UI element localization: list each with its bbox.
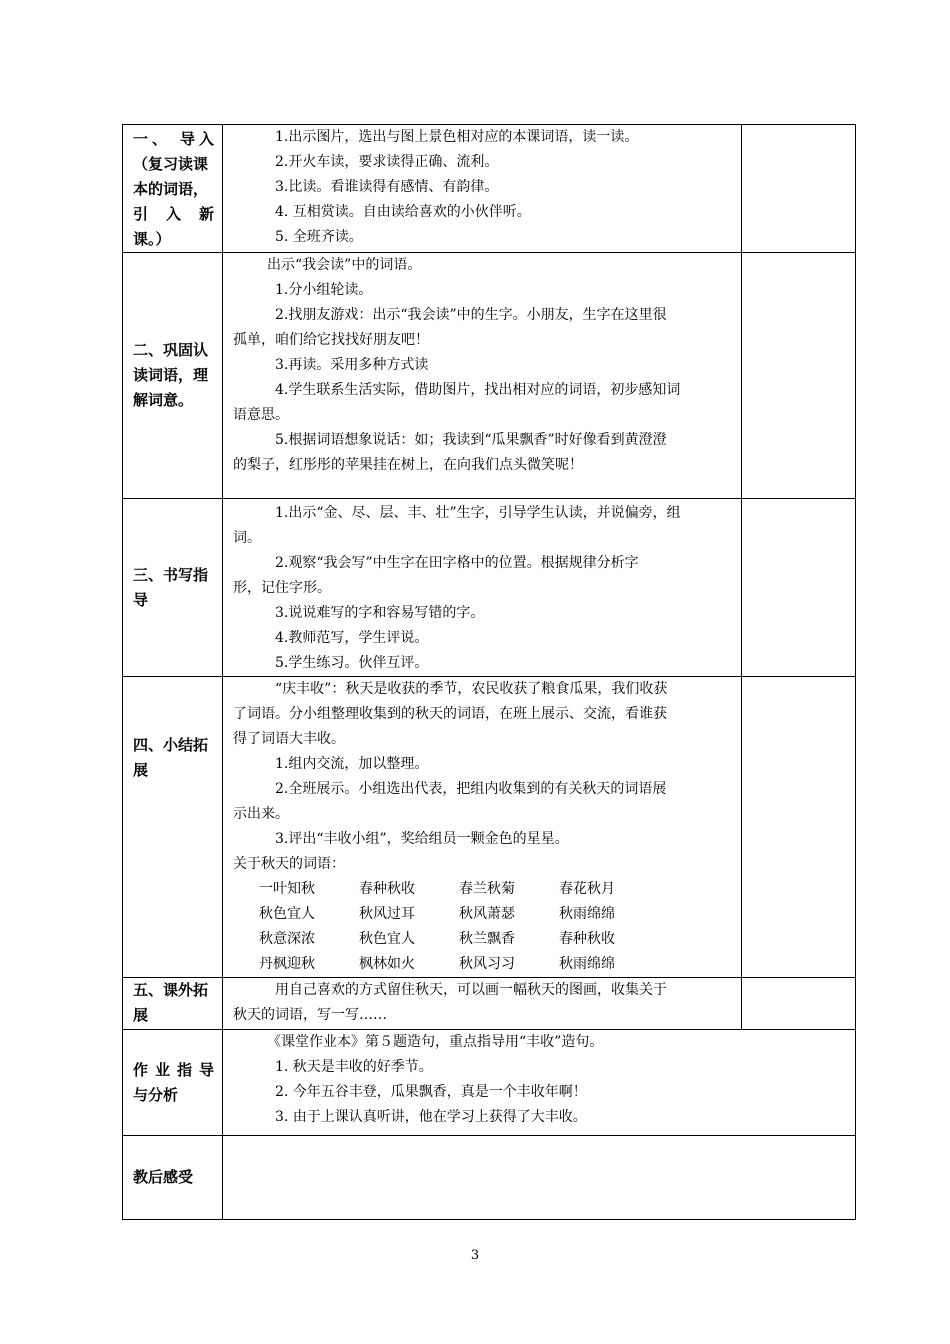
word-item: 秋风萧瑟: [459, 906, 515, 922]
section-row-summary: [123, 677, 856, 978]
section-content: [223, 125, 742, 253]
label-line: 课。）: [133, 230, 171, 248]
content-line: 2.开火车读，要求读得正确、流利。: [275, 154, 499, 170]
section-row-writing: [123, 499, 856, 677]
word-item: 秋风习习: [459, 956, 515, 972]
content-line: 用自己喜欢的方式留住秋天，可以画一幅秋天的图画，收集关于: [275, 982, 667, 998]
word-item: 秋色宜人: [259, 906, 315, 922]
lesson-plan-table: [122, 124, 856, 1220]
content-line: 4. 互相赏读。自由读给喜欢的小伙伴听。: [275, 204, 531, 220]
reflection-content[interactable]: [223, 1136, 856, 1220]
label-line: 作 业 指 导: [133, 1060, 214, 1079]
content-line: 的梨子，红彤彤的苹果挂在树上，在向我们点头微笑呢！: [233, 457, 583, 473]
content-line: 示出来。: [233, 806, 289, 822]
autumn-words-grid: [233, 877, 733, 977]
section-content: [223, 253, 742, 499]
content-line: 得了词语大丰收。: [233, 731, 345, 747]
content-line: 了词语。分小组整理收集到的秋天的词语，在班上展示、交流，看谁获: [233, 706, 667, 722]
content-line: 出示“我会读”中的词语。: [267, 257, 422, 273]
content-line: 4.教师范写，学生评说。: [275, 630, 429, 646]
word-item: 春花秋月: [559, 881, 615, 897]
word-item: 丹枫迎秋: [259, 956, 315, 972]
content-line: 语意思。: [233, 407, 289, 423]
content-line: 3.说说难写的字和容易写错的字。: [275, 605, 485, 621]
content-line: 1.分小组轮读。: [275, 282, 373, 298]
label-line: 三、书写指: [133, 565, 209, 584]
content-line: “庆丰收”：秋天是收获的季节，农民收获了粮食瓜果，我们收获: [275, 681, 668, 697]
label-line: 读词语，理: [133, 366, 209, 384]
content-line: 形，记住字形。: [233, 580, 331, 596]
content-line: 5.学生练习。伙伴互评。: [275, 655, 429, 671]
content-line: 秋天的词语，写一写……: [233, 1007, 387, 1023]
section-label: [123, 978, 223, 1030]
content-line: 3.比读。看谁读得有感情、有韵律。: [275, 179, 499, 195]
label-line: 与分析: [133, 1085, 179, 1104]
label-line: 一、 导入: [133, 130, 214, 148]
section-content: [223, 1030, 856, 1136]
label-line: 本的词语，: [133, 180, 209, 198]
word-item: 秋兰飘香: [459, 931, 515, 947]
label-line: （复习读课: [133, 155, 209, 173]
section-content: [223, 677, 742, 978]
word-item: 秋雨绵绵: [559, 906, 615, 922]
notes-cell: [742, 499, 856, 677]
word-item: 一叶知秋: [259, 881, 315, 897]
section-row-intro: [123, 125, 856, 253]
content-line: 4.学生联系生活实际，借助图片，找出相对应的词语，初步感知词: [275, 382, 681, 398]
section-row-homework: [123, 1030, 856, 1136]
label-line: 展: [133, 1006, 149, 1024]
notes-cell: [742, 978, 856, 1030]
content-line: 2. 今年五谷丰登，瓜果飘香，真是一个丰收年啊！: [275, 1084, 587, 1100]
notes-cell: [742, 253, 856, 499]
word-item: 秋色宜人: [359, 931, 415, 947]
content-line: 2.找朋友游戏：出示“我会读”中的生字。小朋友，生字在这里很: [275, 307, 667, 323]
word-item: 秋雨绵绵: [559, 956, 615, 972]
page-number: 3: [470, 1248, 480, 1263]
section-label: [123, 1030, 223, 1136]
content-line: 词。: [233, 530, 261, 546]
notes-cell: [742, 677, 856, 978]
content-line: 1. 秋天是丰收的好季节。: [275, 1059, 433, 1075]
section-label: [123, 125, 223, 253]
content-line: 关于秋天的词语：: [233, 856, 345, 872]
content-line: 3. 由于上课认真听讲，他在学习上获得了大丰收。: [275, 1109, 587, 1125]
word-item: 春种秋收: [359, 881, 415, 897]
content-line: 《课堂作业本》第５题造句，重点指导用“丰收”造句。: [267, 1034, 604, 1050]
section-content: [223, 978, 742, 1030]
section-content: [223, 499, 742, 677]
label-line: 展: [133, 761, 149, 779]
content-line: 1.出示图片，选出与图上景色相对应的本课词语，读一读。: [275, 129, 639, 145]
section-row-consolidate: [123, 253, 856, 499]
content-line: 2.全班展示。小组选出代表，把组内收集到的有关秋天的词语展: [275, 781, 667, 797]
notes-cell: [742, 125, 856, 253]
content-line: 3.评出“丰收小组”，奖给组员一颗金色的星星。: [275, 831, 569, 847]
label-line: 教后感受: [133, 1168, 194, 1186]
word-item: 春种秋收: [559, 931, 615, 947]
section-label: [123, 499, 223, 677]
content-line: 2.观察“我会写”中生字在田字格中的位置。根据规律分析字: [275, 555, 639, 571]
content-line: 5.根据词语想象说话：如；我读到“瓜果飘香”时好像看到黄澄澄: [275, 432, 667, 448]
section-row-reflection: [123, 1136, 856, 1220]
label-line: 解词意。: [133, 391, 194, 409]
content-line: 1.出示“金、尽、层、丰、壮”生字，引导学生认读，并说偏旁，组: [275, 505, 681, 521]
word-item: 枫林如火: [359, 956, 415, 972]
section-label: [123, 677, 223, 978]
word-item: 秋意深浓: [259, 931, 315, 947]
word-item: 秋风过耳: [359, 906, 415, 922]
content-line: 1.组内交流，加以整理。: [275, 756, 429, 772]
label-line: 二、巩固认: [133, 341, 209, 359]
section-row-extension: [123, 978, 856, 1030]
content-line: 5. 全班齐读。: [275, 229, 363, 245]
label-line: 导: [133, 590, 149, 609]
word-item: 春兰秋菊: [459, 881, 515, 897]
section-label: [123, 1136, 223, 1220]
label-line: 四、小结拓: [133, 736, 209, 754]
content-line: 3.再读。采用多种方式读: [275, 357, 429, 373]
content-line: 孤单，咱们给它找找好朋友吧！: [233, 332, 429, 348]
label-line: 引 入 新: [133, 205, 214, 223]
label-line: 五、课外拓: [133, 981, 209, 999]
section-label: [123, 253, 223, 499]
